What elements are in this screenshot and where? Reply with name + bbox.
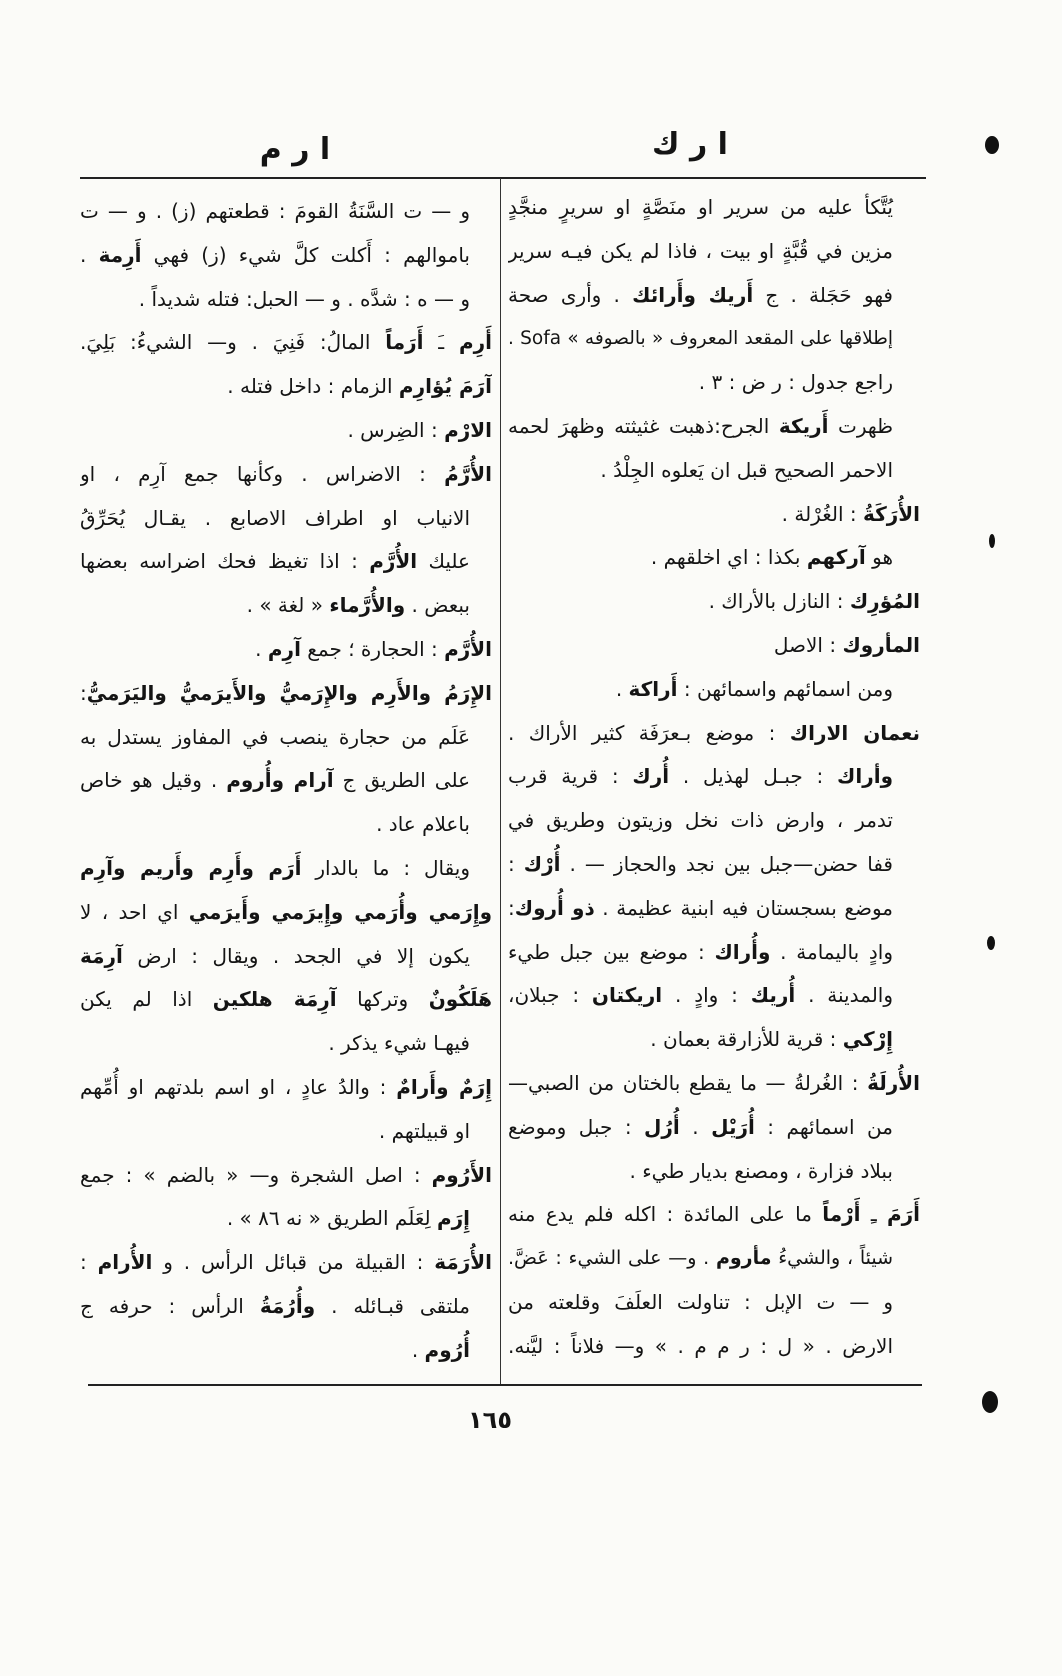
entry-line bbox=[508, 580, 920, 624]
headword: والأُرَّماء bbox=[329, 593, 406, 618]
entry-line bbox=[80, 584, 492, 628]
page-number: ١٦٥ bbox=[468, 1406, 512, 1434]
headword: أُرُل bbox=[644, 1114, 680, 1139]
binding-mark bbox=[982, 1391, 998, 1413]
entry-line bbox=[80, 278, 492, 322]
definition-text: « لغة » . bbox=[246, 593, 330, 618]
bottom-rule bbox=[88, 1384, 922, 1386]
definition-text: فيهـا شيء يذكر . bbox=[328, 1031, 470, 1056]
entry-line bbox=[508, 712, 920, 756]
definition-text: تدمر ، وارض ذات نخل وزيتون وطريق في bbox=[508, 808, 893, 833]
headword: الأَرُوم bbox=[431, 1162, 492, 1187]
entry-line bbox=[508, 799, 920, 843]
headword: آركهم bbox=[806, 545, 866, 570]
definition-text: يُتَّكأ عليه من سرير او منَصَّةٍ او سريرٍ منجَّدٍ bbox=[508, 195, 893, 219]
definition-text: قفا حضن—جبل بين نجد والحجاز — . bbox=[560, 851, 893, 876]
entry-line bbox=[508, 1193, 920, 1237]
definition-text: عليك bbox=[417, 549, 470, 574]
entry-line bbox=[508, 186, 920, 230]
definition-text: : القبيلة من قبائل الرأس . و bbox=[152, 1250, 435, 1275]
definition-text: . و— على الشيء : عَضَّ. bbox=[508, 1247, 716, 1270]
entry-line bbox=[508, 974, 920, 1018]
definition-text: موضع بسجستان فيه ابنية عظيمة . bbox=[594, 895, 894, 920]
definition-text: . bbox=[255, 636, 268, 661]
definition-text: يكون إلا في الجحد . ويقال : ارض bbox=[122, 943, 470, 968]
entry-line bbox=[508, 1062, 920, 1106]
entry-line bbox=[80, 540, 492, 584]
entry-line bbox=[80, 759, 492, 803]
definition-text: : والدُ عادٍ ، او اسم بلدتهم او أُمِّهم bbox=[80, 1074, 397, 1099]
definition-text: و — ت الإبل : تناولت العلَفَ وقلعته من bbox=[508, 1289, 893, 1314]
entry-line bbox=[80, 1022, 492, 1066]
definition-text: وتركها bbox=[336, 987, 429, 1012]
definition-text: باعلام عاد . bbox=[376, 812, 470, 837]
headword: أَريك وأَرائك bbox=[632, 282, 754, 307]
definition-text: : bbox=[508, 851, 524, 876]
definition-text: ويقال : ما بالدار bbox=[301, 855, 470, 880]
definition-text: الجرح:ذهبت غثيثته وظهرَ لحمه bbox=[508, 413, 779, 438]
binding-mark bbox=[989, 534, 995, 548]
definition-text: الاحمر الصحيح قبل ان يَعلوه الجِلْدُ . bbox=[600, 457, 893, 482]
definition-text: راجع جدول : ر ض : ٣ . bbox=[698, 370, 893, 395]
entry-line bbox=[80, 409, 492, 453]
entry-line bbox=[80, 935, 492, 979]
definition-text: هو bbox=[865, 545, 893, 570]
entry-line bbox=[80, 234, 492, 278]
headword: الأُرَّم bbox=[444, 636, 492, 661]
headword: الارْم bbox=[444, 417, 492, 442]
headword: أَرِم bbox=[458, 330, 492, 355]
entry-line bbox=[80, 1154, 492, 1198]
headword: وإِرَمي وأُرَمي وإِيرَمي وأَيرَمي bbox=[188, 899, 492, 924]
headword: آرَمَ يُؤارِم bbox=[398, 374, 492, 399]
definition-text: : جبل وموضع bbox=[508, 1114, 645, 1139]
headword: الأُرَمَة bbox=[434, 1250, 492, 1275]
definition-text: : الضِرس . bbox=[347, 417, 445, 442]
headword: أَرَمَ bbox=[886, 1202, 920, 1227]
headword: أَريكة bbox=[778, 413, 829, 438]
entry-line bbox=[508, 274, 920, 318]
entry-line bbox=[508, 1106, 920, 1150]
definition-text: لِعَلَم الطريق « نه ٨٦ » . bbox=[226, 1206, 437, 1231]
definition-text: : جبلان، bbox=[508, 983, 592, 1008]
entry-line bbox=[508, 536, 920, 580]
headword: إِرَمٌ وأَرامٌ bbox=[396, 1074, 492, 1099]
entry-line bbox=[508, 230, 920, 274]
definition-text: ظهرت bbox=[828, 413, 893, 438]
definition-text: باموالهم : أَكلت كلَّ شيء (ز) فهي bbox=[141, 242, 470, 267]
definition-text: . وقيل هو خاص bbox=[80, 768, 227, 793]
headword: الأُرَّم bbox=[369, 549, 418, 574]
entry-line bbox=[80, 1241, 492, 1285]
headword: اريكتان bbox=[591, 983, 663, 1008]
entry-line bbox=[508, 1325, 920, 1369]
definition-text: : اذا تغيظ فحك اضراسه بعضها bbox=[80, 549, 370, 574]
headword: نعمان الاراك bbox=[789, 720, 920, 745]
headword: أَرَماً bbox=[385, 330, 424, 355]
definition-text: و — ت السَّنَةُ القومَ : قطعتهم (ز) . و — ت bbox=[80, 199, 470, 223]
headword: أَرِمة bbox=[98, 242, 142, 267]
entry-line bbox=[80, 1329, 492, 1373]
definition-text: والمدينة . bbox=[795, 983, 893, 1008]
definition-text: : الحجارة ؛ جمع bbox=[300, 636, 445, 661]
headword: المُؤرِك bbox=[849, 589, 920, 614]
headword: المأروك bbox=[842, 632, 920, 657]
headword: آرِمَة bbox=[80, 943, 123, 968]
headword: الأُرلَةُ bbox=[867, 1070, 920, 1095]
headword: أُرُوم bbox=[424, 1337, 470, 1362]
entry-line bbox=[508, 1281, 920, 1325]
definition-text: ـِ bbox=[860, 1202, 887, 1227]
definition-text: ـَ bbox=[423, 330, 459, 355]
headword: أَرَم وأَرِم وأَريم وآرِم bbox=[80, 855, 302, 880]
entry-line bbox=[80, 847, 492, 891]
definition-text: بكذا : اي اخلقهم . bbox=[650, 545, 807, 570]
binding-mark bbox=[987, 936, 995, 950]
definition-text: . bbox=[615, 676, 629, 701]
definition-text: الزمام : داخل فتله . bbox=[227, 374, 399, 399]
entry-line bbox=[80, 1066, 492, 1110]
headword: أُرك bbox=[632, 764, 670, 789]
left-column bbox=[80, 190, 492, 1373]
headword: أُريك bbox=[750, 983, 796, 1008]
definition-text: وادٍ باليمامة . bbox=[770, 939, 893, 964]
entry-line bbox=[80, 321, 492, 365]
entry-line bbox=[508, 1018, 920, 1062]
headword: مأروم bbox=[715, 1247, 772, 1270]
entry-line bbox=[80, 891, 492, 935]
definition-text: ببعض . bbox=[405, 593, 470, 618]
entry-line bbox=[508, 405, 920, 449]
entry-line bbox=[508, 887, 920, 931]
headword: الأُرَكَةُ bbox=[862, 501, 920, 526]
entry-line bbox=[80, 716, 492, 760]
top-rule bbox=[80, 177, 926, 179]
binding-mark bbox=[985, 136, 999, 154]
right-column bbox=[508, 186, 920, 1369]
entry-line bbox=[80, 1285, 492, 1329]
definition-text: . bbox=[679, 1114, 712, 1139]
definition-text: : bbox=[80, 1250, 98, 1275]
entry-line bbox=[80, 978, 492, 1022]
entry-line bbox=[508, 1237, 920, 1281]
entry-line bbox=[80, 453, 492, 497]
headword: الإِرَمُ والأَرِم والإِرَميُّ والأَيرَميُّ واليَرَميُّ bbox=[86, 680, 492, 705]
definition-text: : الاضراس . وكأنها جمع آرِم ، او bbox=[80, 461, 445, 486]
column-header-root-arm: ا ر م bbox=[259, 132, 331, 167]
headword: وأُرُمَةُ bbox=[259, 1293, 316, 1318]
entry-line bbox=[508, 668, 920, 712]
entry-line bbox=[508, 317, 920, 361]
definition-text: اي احد ، لا bbox=[80, 899, 189, 924]
definition-text: : bbox=[508, 895, 515, 920]
entry-line bbox=[80, 190, 492, 234]
definition-text: شيئاً ، والشيءُ bbox=[771, 1247, 893, 1270]
entry-line bbox=[80, 497, 492, 541]
definition-text: : موضع بـعرَفَة كثير الأراك . bbox=[508, 720, 790, 745]
definition-text: من اسمائهم : bbox=[754, 1114, 893, 1139]
definition-text: ملتقى قبـائله . bbox=[315, 1293, 470, 1318]
definition-text: الارض . « ل : ر م م . » و— فلاناً : ليَّنه. bbox=[508, 1333, 893, 1358]
entry-line bbox=[508, 931, 920, 975]
definition-text: : الغُرْلة . bbox=[781, 501, 863, 526]
entry-line bbox=[80, 1197, 492, 1241]
headword: الأُرام bbox=[97, 1250, 153, 1275]
headword: ذو أُروك bbox=[514, 895, 595, 920]
entry-line bbox=[508, 843, 920, 887]
headword: وأُراك bbox=[714, 939, 771, 964]
entry-line bbox=[80, 365, 492, 409]
entry-line bbox=[80, 803, 492, 847]
headword: إِرَم bbox=[436, 1206, 470, 1231]
column-divider bbox=[500, 178, 501, 1384]
headword: أَراكة bbox=[628, 676, 678, 701]
headword: إِرْكي bbox=[842, 1027, 893, 1052]
entry-line bbox=[508, 361, 920, 405]
headword: هَلَكُونٌ bbox=[428, 987, 492, 1012]
definition-text: الانياب او اطراف الاصابع . يقـال يُحَرِّقُ bbox=[80, 505, 470, 530]
definition-text: : bbox=[80, 680, 87, 705]
definition-text: على الطريق ج bbox=[333, 768, 470, 793]
headword: الأُرَّمُ bbox=[444, 461, 492, 486]
definition-text: . bbox=[80, 242, 99, 267]
definition-text: . bbox=[411, 1337, 425, 1362]
entry-line bbox=[80, 672, 492, 716]
definition-text: المالُ: فَنِيَ . و— الشيءُ: بَلِيَ. bbox=[80, 330, 386, 355]
headword: أُرْك bbox=[523, 851, 561, 876]
headword: أُرَيْل bbox=[711, 1114, 755, 1139]
headword: آرِم bbox=[267, 636, 301, 661]
definition-text: : وادٍ . bbox=[662, 983, 751, 1008]
entry-line bbox=[80, 628, 492, 672]
entry-line bbox=[508, 449, 920, 493]
definition-text: الرأس : حرفه ج bbox=[80, 1293, 260, 1318]
entry-line bbox=[508, 1150, 920, 1194]
definition-text: ومن اسمائهم واسمائهن : bbox=[677, 676, 893, 701]
column-header-root-ark: ا ر ك bbox=[652, 127, 728, 162]
definition-text: فهو حَجَلة . ج bbox=[753, 282, 893, 307]
definition-text: : اصل الشجرة و— « بالضم » : جمع bbox=[80, 1162, 432, 1187]
definition-text: . وأرى صحة bbox=[508, 282, 633, 307]
definition-text: إطلاقها على المقعد المعروف « بالصوفه » Sofa . bbox=[508, 328, 894, 350]
definition-text: : موضع بين جبل طيء bbox=[508, 939, 715, 964]
definition-text: ببلاد فزارة ، ومصنع بديار طيء . bbox=[629, 1158, 893, 1183]
entry-line bbox=[80, 1110, 492, 1154]
definition-text: او قبيلتهم . bbox=[378, 1118, 470, 1143]
definition-text: : النازل بالأراك . bbox=[708, 589, 850, 614]
definition-text: اذا لم يكن bbox=[80, 987, 213, 1012]
entry-line bbox=[508, 493, 920, 537]
definition-text: عَلَم من حجارة ينصب في المفاوز يستدل به bbox=[80, 724, 470, 749]
headword: أَرْماً bbox=[822, 1202, 861, 1227]
definition-text: : الغُرلةُ — ما يقطع بالختان من الصبي— bbox=[508, 1070, 868, 1095]
entry-line bbox=[508, 624, 920, 668]
definition-text: مزين في قُبَّةٍ او بيت ، فاذا لم يكن فيـه سرير bbox=[508, 238, 893, 263]
headword: آرِمَة هلكين bbox=[212, 987, 337, 1012]
headword: وأراك bbox=[837, 764, 894, 789]
definition-text: : جبـل لهذيل . bbox=[669, 764, 838, 789]
definition-text: و — ه : شدَّه . و — الحبل: فتله شديداً . bbox=[138, 286, 470, 311]
definition-text: : قرية قرب bbox=[508, 764, 633, 789]
definition-text: ما على المائدة : اكله فلم يدع منه bbox=[508, 1202, 823, 1227]
definition-text: : قرية للأزارقة بعمان . bbox=[650, 1027, 843, 1052]
entry-line bbox=[508, 755, 920, 799]
definition-text: : الاصل bbox=[773, 632, 843, 657]
headword: آرام وأُروم bbox=[226, 768, 334, 793]
